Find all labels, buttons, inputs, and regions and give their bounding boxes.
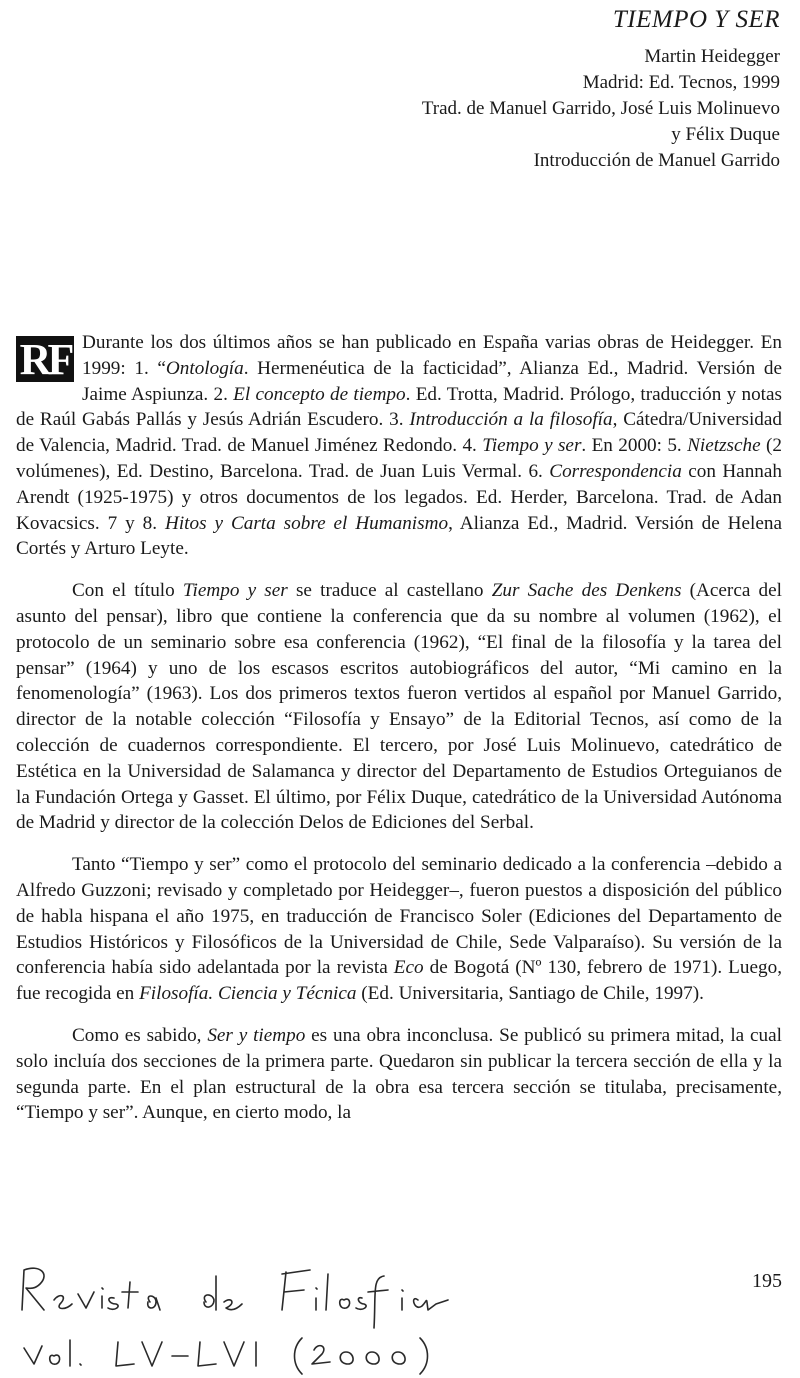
italic-title: Eco — [393, 957, 424, 979]
italic-title: Filosofía. Ciencia y Técnica — [139, 983, 357, 1005]
italic-title: Ser y tiempo — [207, 1024, 306, 1046]
text-run: con Hannah Arendt (1925-1975) y otros documentos de los legados. Ed. Herder, Barcelona. Trad. de Adan Kovacsics. 7 y 8. — [16, 460, 782, 534]
italic-title: Zur Sache des Denkens — [491, 580, 682, 602]
text-run: , Cátedra/Universidad de Valencia, Madrid. Trad. de Manuel Jiménez Redondo. 4. — [16, 409, 782, 457]
paragraph-4 — [16, 1023, 782, 1126]
handwritten-note-drawing — [10, 1252, 570, 1378]
italic-title: El concepto de tiempo — [233, 383, 406, 405]
book-translators-cont: y Félix Duque — [671, 124, 780, 145]
paragraph-1 — [16, 330, 782, 562]
paragraph-2 — [16, 578, 782, 836]
handwritten-note — [10, 1252, 570, 1378]
text-run: Con el título — [72, 580, 183, 602]
text-run: se traduce al castellano — [287, 580, 492, 602]
text-run: (Acerca del asunto del pensar), libro que contiene la conferencia que da su nombre al volumen (1962), el protocolo de un seminario sobre esa conferencia (1962), “El final de la filosofía y la tarea del pensar” (1964) y uno de los escasos escritos autobiográficos del autor, “Mi camino en la fenomenología” (1963). Los dos primeros textos fueron vertidos al español por Manuel Garrido, director de la notable colección “Filosofía y Ensayo” de la Editorial Tecnos, así como de la colección de cuadernos correspondiente. El tercero, por José Luis Molinuevo, catedrático de Estética en la Universidad de Salamanca y director del Departamento de Estudios Orteguianos de la Fundación Ortega y Gasset. El último, por Félix Duque, catedrático de la Universidad Autónoma de Madrid y director de la colección Delos de Ediciones del Serbal. — [16, 580, 782, 834]
page-number: 195 — [752, 1270, 782, 1292]
text-run: (Ed. Universitaria, Santiago de Chile, 1997). — [356, 983, 704, 1005]
text-run: . Ed. Trotta, Madrid. Prólogo, traducción y notas de Raúl Gabás Pallás y Jesús Adrián Escudero. 3. — [16, 383, 782, 431]
article-header — [422, 6, 780, 174]
text-run: Como es sabido, — [72, 1024, 208, 1046]
book-author: Martin Heidegger — [644, 46, 780, 67]
text-run: Tanto “Tiempo y ser” como el protocolo del seminario dedicado a la conferencia –debido a Alfredo Guzzoni; revisado y completado por Heidegger–, fueron puestos a disposición del público de habla hispana el año 1975, en traducción de Francisco Soler (Ediciones del Departamento de Estudios Históricos y Filosóficos de la Universidad de Chile, Sede Valparaíso). Su versión de la conferencia había sido adelantada por la revista — [16, 854, 782, 979]
paragraph-3 — [16, 852, 782, 1007]
text-run: (2 volúmenes), Ed. Destino, Barcelona. Trad. de Juan Luis Vermal. 6. — [16, 435, 782, 482]
italic-title: Nietzsche — [687, 435, 761, 457]
book-introduction: Introducción de Manuel Garrido — [533, 150, 780, 171]
book-translators: Trad. de Manuel Garrido, José Luis Molinuevo — [421, 98, 780, 119]
text-run: es una obra inconclusa. Se publicó su primera mitad, la cual solo incluía dos secciones de la primera parte. Quedaron sin publicar la tercera sección de ella y la segunda parte. En el plan estructural de la obra esa tercera sección se titulaba, precisamente, “Tiempo y ser”. Aunque, en cierto modo, la — [16, 1024, 782, 1124]
text-run: Durante los dos últimos años se han publicado en España varias obras de Heidegger. En 1999: 1. “ — [82, 332, 782, 379]
drop-cap: RF — [16, 336, 74, 382]
book-publisher: Madrid: Ed. Tecnos, 1999 — [582, 72, 780, 93]
text-run: de Bogotá (Nº 130, febrero de 1971). Luego, fue recogida en — [16, 957, 783, 1005]
book-title: TIEMPO Y SER — [612, 6, 780, 33]
text-run: , Alianza Ed., Madrid. Versión de Helena Cortés y Arturo Leyte. — [16, 512, 782, 560]
review-body — [16, 330, 782, 1142]
paragraph-1-text — [16, 332, 782, 559]
text-run: . Hermenéutica de la facticidad”, Alianza Ed., Madrid. Versión de Jaime Aspiunza. 2. — [82, 357, 782, 405]
italic-title: Introducción a la filosofía — [409, 409, 613, 431]
text-run: . En 2000: 5. — [581, 435, 688, 457]
italic-title: Tiempo y ser — [482, 435, 582, 457]
italic-title: Hitos y Carta sobre el Humanismo — [164, 512, 449, 534]
italic-title: Tiempo y ser — [182, 580, 288, 602]
italic-title: Ontología — [165, 357, 244, 379]
italic-title: Correspondencia — [549, 460, 682, 482]
